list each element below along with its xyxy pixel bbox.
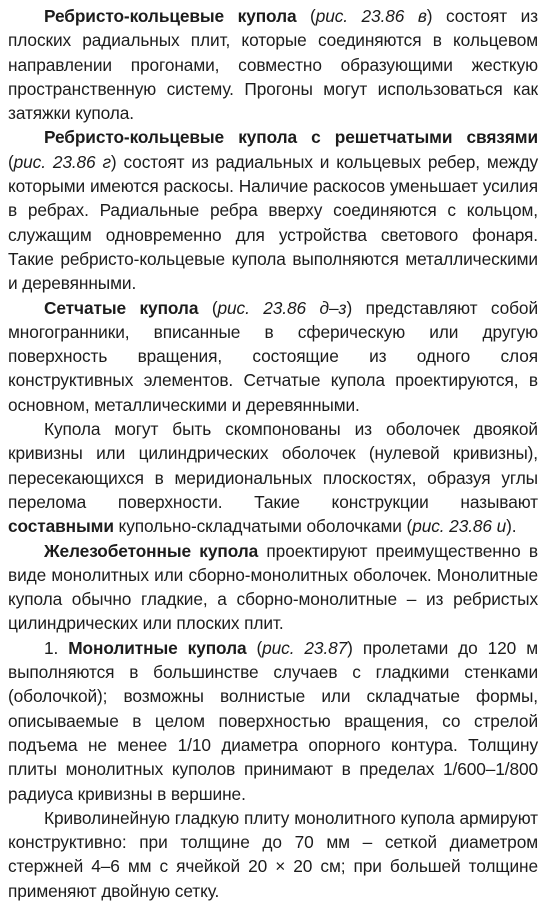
- paragraph-reinforcement: [8, 806, 538, 903]
- text-run: ) пролетами до 120 м выполняются в большинстве случаев с гладкими стенками (оболочкой); возможны волнистые или складчатые формы, описываемые в целом поверхностью вращения, со стрелой подъема не менее 1/10 диаметра опорного контура. Толщину плиты монолитных куполов принимают в пределах 1/600–1/800 радиуса кривизны в вершине.: [8, 637, 538, 804]
- figure-reference: рис. 23.86 в: [315, 6, 427, 26]
- figure-reference: рис. 23.87: [262, 637, 348, 658]
- text-run: ).: [506, 516, 517, 537]
- text-run: (: [198, 297, 218, 318]
- bold-term: Ребристо-кольцевые купола: [44, 6, 297, 26]
- text-run: проектируют преимущественно в виде монолитных или сборно-монолитных оболочек. Монолитные купола обычно гладкие, а сборно-монолитные – из ребристых цилиндрических или плоских плит.: [8, 540, 539, 634]
- figure-reference: рис. 23.86 д–з: [217, 297, 347, 318]
- text-run: (: [8, 151, 14, 172]
- paragraph-monolithic-domes: [8, 636, 538, 806]
- bold-term: составными: [8, 516, 114, 537]
- text-run: Купола могут быть скомпонованы из оболочек двоякой кривизны или цилиндрических оболочек (нулевой кривизны), пересекающихся в меридиональных плоскостях, образуя углы перелома поверхности. Такие конструкции называют: [8, 419, 538, 512]
- bold-term: Железобетонные купола: [44, 540, 259, 561]
- text-run: ) состоят из радиальных и кольцевых ребер, между которыми имеются раскосы. Наличие раскосов уменьшает усилия в ребрах. Радиальные ребра вверху соединяются с кольцом, служащим одновременно для устройства светового фонаря. Такие ребристо-кольцевые купола выполняются металлическими и деревянными.: [8, 151, 538, 294]
- bold-term: Ребристо-кольцевые купола с решетчатыми связями: [44, 127, 538, 148]
- bold-term: Сетчатые купола: [44, 297, 199, 318]
- paragraph-mesh-domes: [8, 296, 538, 417]
- text-run: ) представляют собой многогранники, вписанные в сферическую или другую поверхность вращения, состоящие из одного слоя конструктивных элементов. Сетчатые купола проектируются, в основном, металлическими и деревянными.: [8, 297, 538, 415]
- figure-reference: рис. 23.86 и: [412, 516, 507, 537]
- paragraph-reinforced-concrete-domes: [8, 539, 538, 636]
- paragraph-composite-domes: [8, 417, 538, 538]
- figure-reference: рис. 23.86 г: [13, 151, 111, 172]
- text-run: Криволинейную гладкую плиту монолитного купола армируют конструктивно: при толщине до 70 мм – сеткой диаметром стержней 4–6 мм с ячейкой 20 × 20 см; при большей толщине применяют двойную сетку.: [8, 807, 538, 901]
- text-run: (: [246, 637, 263, 658]
- text-run: (: [296, 6, 316, 26]
- text-run: ) состоят из плоских радиальных плит, которые соединяются в кольцевом направлении прогонами, совместно образующими жесткую пространственную систему. Прогоны могут использоваться как затяжки купола.: [8, 6, 538, 124]
- paragraph-ribbed-ring-domes: [8, 4, 538, 125]
- paragraph-ribbed-ring-domes-lattice: [8, 125, 538, 295]
- text-run: купольно-складчатыми оболочками (: [113, 516, 413, 537]
- bold-term: Монолитные купола: [68, 637, 247, 658]
- text-run: 1.: [44, 637, 69, 658]
